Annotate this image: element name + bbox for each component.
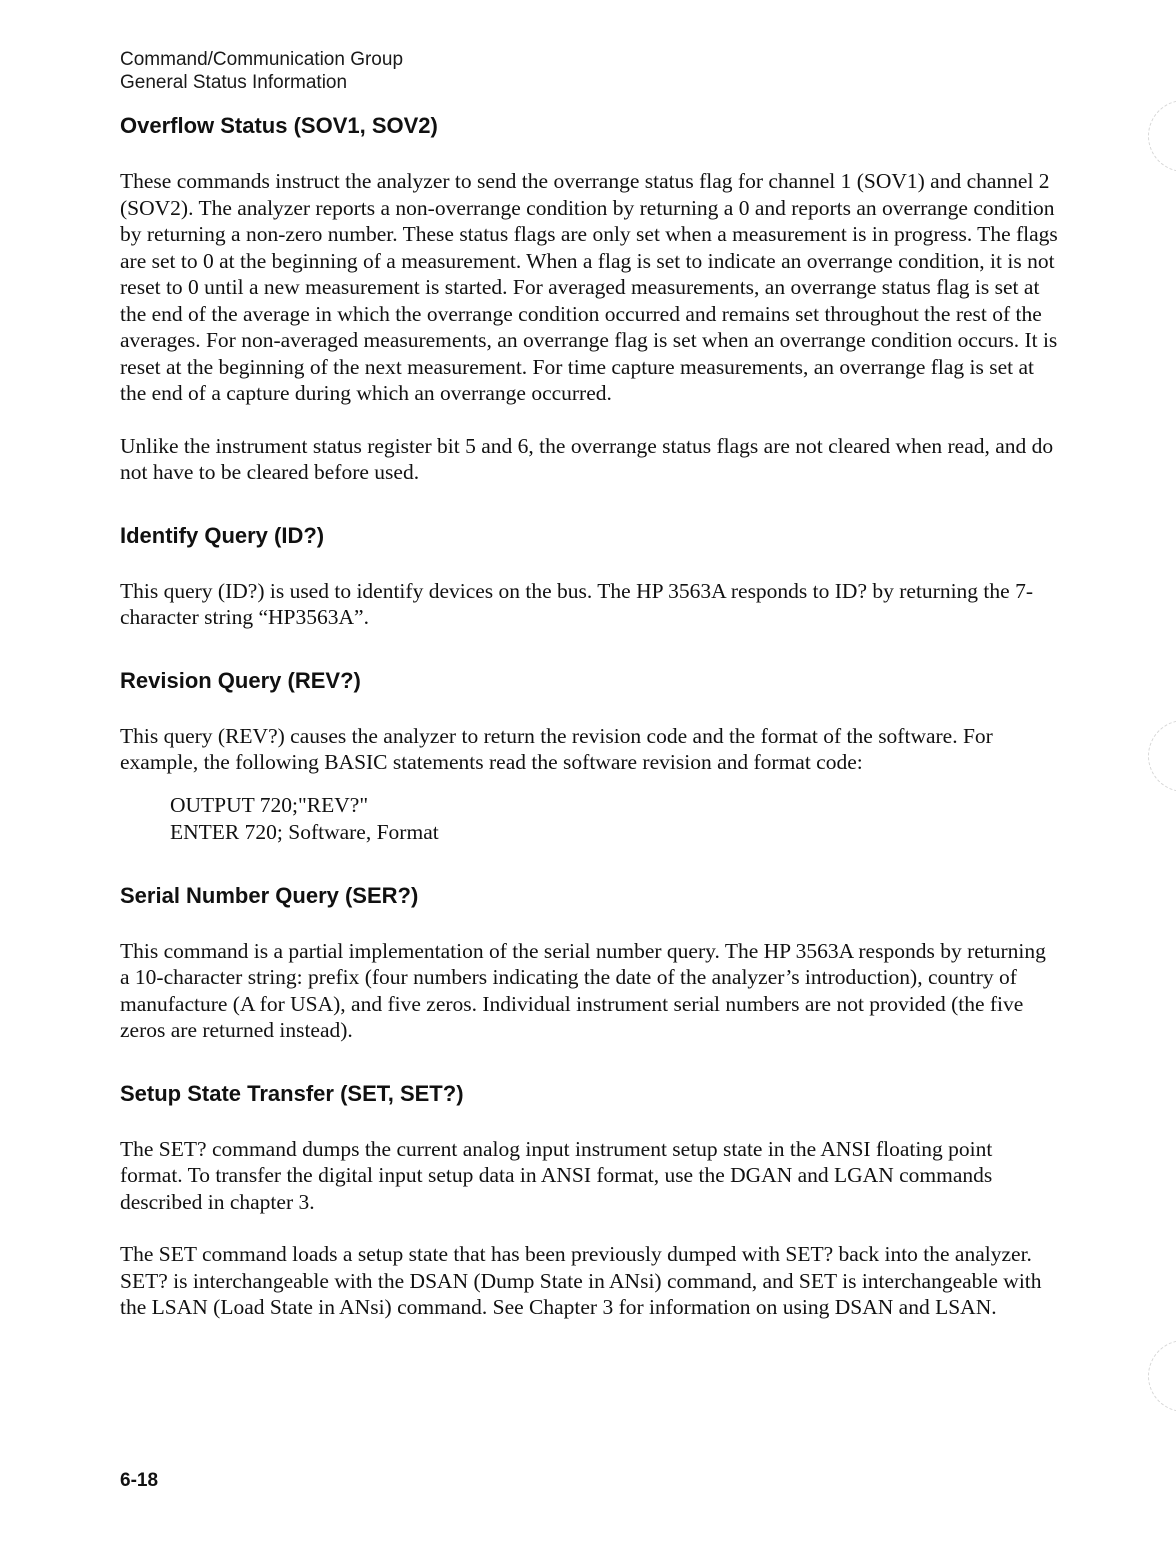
paragraph-setup-1: The SET? command dumps the current analog input instrument setup state in the ANSI floating point format. To transfer the digital input setup data in ANSI format, use the DGAN and LGAN commands described in chapter 3. [120,1136,993,1214]
code-line: OUTPUT 720;"REV?" [170,792,369,817]
heading-identify-query: Identify Query (ID?) [120,522,325,548]
paragraph-revision: This query (REV?) causes the analyzer to return the revision code and the format of the software. For example, the following BASIC statements read the software revision and format code: [120,723,993,774]
heading-overflow-status: Overflow Status (SOV1, SOV2) [120,113,438,138]
running-head-topic: General Status Information [120,72,348,93]
running-head [120,48,403,94]
paragraph-setup-2: The SET command loads a setup state that has been previously dumped with SET? back into the analyzer. SET? is interchangeable with the DSAN (Dump State in ANsi) command, and SET is interchangeable with the LSAN (Load State in ANsi) command. See Chapter 3 for information on using DSAN and LSAN. [120,1242,1042,1319]
running-head-group: Command/Communication Group [120,49,404,70]
paragraph-serial: This command is a partial implementation of the serial number query. The HP 3563A responds by returning a 10-character string: prefix (four numbers indicating the date of the analyzer’s introduction), country of manufacture (A for USA), and five zeros. Individual instrument serial numbers are not provided (the five zeros are returned instead). [120,938,1046,1042]
paragraph-identify: This query (ID?) is used to identify devices on the bus. The HP 3563A responds to ID? by returning the 7-character string “HP3563A”. [120,578,1033,629]
punch-hole-mark [1148,1340,1176,1412]
page-content [120,112,1060,1321]
punch-hole-mark [1148,100,1176,172]
page-number: 6-18 [120,1470,159,1491]
code-example [170,792,1060,846]
paragraph-overflow-2: Unlike the instrument status register bit 5 and 6, the overrange status flags are not cleared when read, and do not have to be cleared before used. [120,433,1054,484]
heading-setup-state-transfer: Setup State Transfer (SET, SET?) [120,1080,464,1106]
code-line: ENTER 720; Software, Format [170,819,439,844]
heading-revision-query: Revision Query (REV?) [120,667,361,693]
paragraph-overflow-1: These commands instruct the analyzer to send the overrange status flag for channel 1 (SOV1) and channel 2 (SOV2). The analyzer reports a non-overrange condition by returning a 0 and reports an overrange condition by returning a non-zero number. These status flags are only set when a measurement is in progress. The flags are set to 0 at the beginning of a measurement. When a flag is set to indicate an overrange condition, it is not reset to 0 until a new measurement is started. For averaged measurements, an overrange status flag is set at the end of the average in which the overrange condition occurred and remains set throughout the rest of the averages. For non-averaged measurements, an overrange flag is set when an overrange condition occurs. It is reset at the beginning of the next measurement. For time capture measurements, an overrange flag is set at the end of a capture during which an overrange occurred. [120,169,1058,405]
punch-hole-mark [1148,720,1176,792]
heading-serial-number-query: Serial Number Query (SER?) [120,882,419,908]
